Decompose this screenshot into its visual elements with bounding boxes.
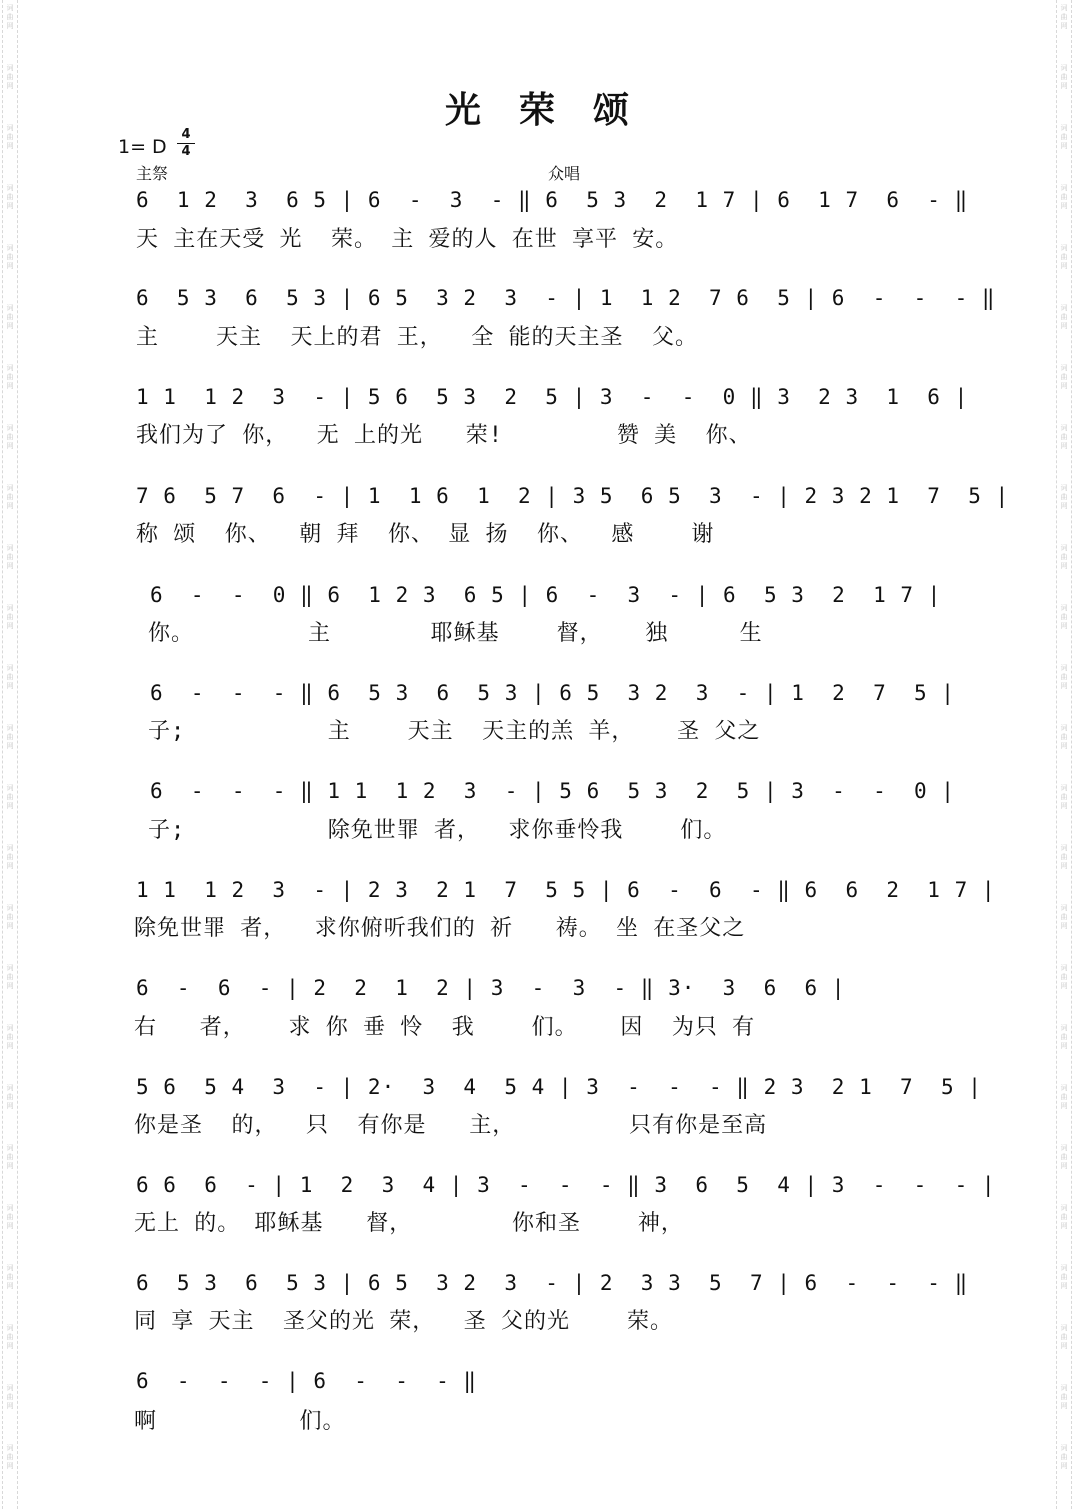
lyrics-line-8: 除免世罪 者， 求你俯听我们的 祈 祷。 坐 在圣父之 xyxy=(134,916,746,941)
notes-line-9: 6 - 6 - | 2 2 1 2 | 3 - 3 - ‖ 3· 3 6 6 | xyxy=(136,976,846,1000)
watermark-mark: 词 曲 网 xyxy=(6,64,14,90)
notes-line-8: 1 1 1 2 3 - | 2 3 2 1 7 5 5 | 6 - 6 - ‖ 6 6 2 1 7 | xyxy=(136,878,996,902)
watermark-mark: 词 曲 网 xyxy=(6,124,14,150)
watermark-mark: 词 曲 网 xyxy=(1060,244,1068,270)
watermark-mark: 词 曲 网 xyxy=(1060,1444,1068,1470)
notes-line-13: 6 - - - | 6 - - - ‖ xyxy=(136,1369,478,1393)
meter-top: 4 xyxy=(181,127,191,142)
watermark-mark: 词 曲 网 xyxy=(1060,1324,1068,1350)
role-priest: 主祭 xyxy=(136,164,169,183)
watermark-mark: 词 曲 网 xyxy=(6,304,14,330)
watermark-mark: 词 曲 网 xyxy=(1060,1204,1068,1230)
watermark-mark: 词 曲 网 xyxy=(1060,844,1068,870)
notes-line-7: 6 - - - ‖ 1 1 1 2 3 - | 5 6 5 3 2 5 | 3 - - 0 | xyxy=(150,779,955,803)
watermark-mark: 词 曲 网 xyxy=(6,1384,14,1410)
notes-line-12: 6 5 3 6 5 3 | 6 5 3 2 3 - | 2 3 3 5 7 | 6 - - - ‖ xyxy=(136,1271,969,1295)
lyrics-line-4: 称 颂 你、 朝 拜 你、 显 扬 你、 感 谢 xyxy=(136,522,715,547)
watermark-mark: 词 曲 网 xyxy=(1060,604,1068,630)
lyrics-line-10: 你是圣 的， 只 有你是 主， 只有你是至高 xyxy=(134,1113,768,1138)
watermark-mark: 词 曲 网 xyxy=(1060,1024,1068,1050)
notes-line-6: 6 - - - ‖ 6 5 3 6 5 3 | 6 5 3 2 3 - | 1 2 7 5 | xyxy=(150,681,955,705)
lyrics-line-11: 无上 的。 耶稣基 督， 你和圣 神， xyxy=(134,1211,684,1236)
watermark-mark: 词 曲 网 xyxy=(1060,484,1068,510)
watermark-mark: 词 曲 网 xyxy=(1060,1144,1068,1170)
notes-line-4: 7 6 5 7 6 - | 1 1 6 1 2 | 3 5 6 5 3 - | 2 3 2 1 7 5 | xyxy=(136,484,1010,508)
song-title: 光荣颂 xyxy=(444,90,667,131)
watermark-mark: 词 曲 网 xyxy=(6,424,14,450)
watermark-mark: 词 曲 网 xyxy=(6,724,14,750)
watermark-mark: 词 曲 网 xyxy=(6,1444,14,1470)
role-choir: 众唱 xyxy=(548,164,581,183)
watermark-mark: 词 曲 网 xyxy=(6,364,14,390)
lyrics-line-7: 子; 除免世罪 者， 求你垂怜我 们。 xyxy=(148,818,727,843)
notes-line-1: 6 1 2 3 6 5 | 6 - 3 - ‖ 6 5 3 2 1 7 | 6 1 7 6 - ‖ xyxy=(136,188,969,212)
meter-bottom: 4 xyxy=(181,144,191,159)
watermark-mark: 词 曲 网 xyxy=(1060,184,1068,210)
lyrics-line-1: 天 主在天受 光 荣。 主 爱的人 在世 享平 安。 xyxy=(136,227,679,252)
watermark-mark: 词 曲 网 xyxy=(6,604,14,630)
watermark-mark: 词 曲 网 xyxy=(6,1204,14,1230)
watermark-mark: 词 曲 网 xyxy=(1060,124,1068,150)
watermark-mark: 词 曲 网 xyxy=(1060,964,1068,990)
notes-line-11: 6 6 6 - | 1 2 3 4 | 3 - - - ‖ 3 6 5 4 | 3 - - - | xyxy=(136,1173,996,1197)
time-signature xyxy=(177,128,195,159)
watermark-mark: 词 曲 网 xyxy=(6,544,14,570)
watermark-mark: 词 曲 网 xyxy=(6,244,14,270)
watermark-mark: 词 曲 网 xyxy=(1060,784,1068,810)
watermark-mark: 词 曲 网 xyxy=(6,904,14,930)
watermark-mark: 词 曲 网 xyxy=(1060,424,1068,450)
watermark-mark: 词 曲 网 xyxy=(1060,664,1068,690)
lyrics-line-5: 你。 主 耶稣基 督， 独 生 xyxy=(148,621,763,646)
notes-line-5: 6 - - 0 ‖ 6 1 2 3 6 5 | 6 - 3 - | 6 5 3 2 1 7 | xyxy=(150,583,942,607)
watermark-mark: 词 曲 网 xyxy=(6,1024,14,1050)
watermark-mark: 词 曲 网 xyxy=(6,1144,14,1170)
watermark-mark: 词 曲 网 xyxy=(1060,544,1068,570)
watermark-mark: 词 曲 网 xyxy=(1060,1264,1068,1290)
watermark-mark: 词 曲 网 xyxy=(1060,724,1068,750)
lyrics-line-3: 我们为了 你， 无 上的光 荣! 赞 美 你、 xyxy=(136,423,752,448)
notes-line-2: 6 5 3 6 5 3 | 6 5 3 2 3 - | 1 1 2 7 6 5 | 6 - - - ‖ xyxy=(136,286,996,310)
lyrics-line-9: 右 者， 求 你 垂 怜 我 们。 因 为只 有 xyxy=(134,1015,756,1040)
key-signature: 1= D xyxy=(118,136,167,158)
watermark-mark: 词 曲 网 xyxy=(6,1324,14,1350)
watermark-mark: 词 曲 网 xyxy=(1060,904,1068,930)
watermark-mark: 词 曲 网 xyxy=(6,1084,14,1110)
lyrics-line-6: 子; 主 天主 天主的羔 羊， 圣 父之 xyxy=(148,719,761,744)
watermark-mark: 词 曲 网 xyxy=(1060,1084,1068,1110)
watermark-mark: 词 曲 网 xyxy=(1060,304,1068,330)
watermark-mark: 词 曲 网 xyxy=(6,784,14,810)
notes-line-3: 1 1 1 2 3 - | 5 6 5 3 2 5 | 3 - - 0 ‖ 3 2 3 1 6 | xyxy=(136,385,969,409)
watermark-mark: 词 曲 网 xyxy=(6,184,14,210)
watermark-mark: 词 曲 网 xyxy=(6,1264,14,1290)
watermark-mark: 词 曲 网 xyxy=(6,4,14,30)
watermark-mark: 词 曲 网 xyxy=(6,844,14,870)
watermark-mark: 词 曲 网 xyxy=(1060,364,1068,390)
watermark-mark: 词 曲 网 xyxy=(6,484,14,510)
watermark-mark: 词 曲 网 xyxy=(1060,4,1068,30)
watermark-mark: 词 曲 网 xyxy=(1060,1384,1068,1410)
notes-line-10: 5 6 5 4 3 - | 2· 3 4 5 4 | 3 - - - ‖ 2 3 2 1 7 5 | xyxy=(136,1075,982,1099)
lyrics-line-13: 啊 们。 xyxy=(134,1409,346,1434)
watermark-mark: 词 曲 网 xyxy=(6,964,14,990)
lyrics-line-2: 主 天主 天上的君 王， 全 能的天主圣 父。 xyxy=(136,325,698,350)
watermark-mark: 词 曲 网 xyxy=(6,664,14,690)
lyrics-line-12: 同 享 天主 圣父的光 荣， 圣 父的光 荣。 xyxy=(134,1309,673,1334)
watermark-mark: 词 曲 网 xyxy=(1060,64,1068,90)
